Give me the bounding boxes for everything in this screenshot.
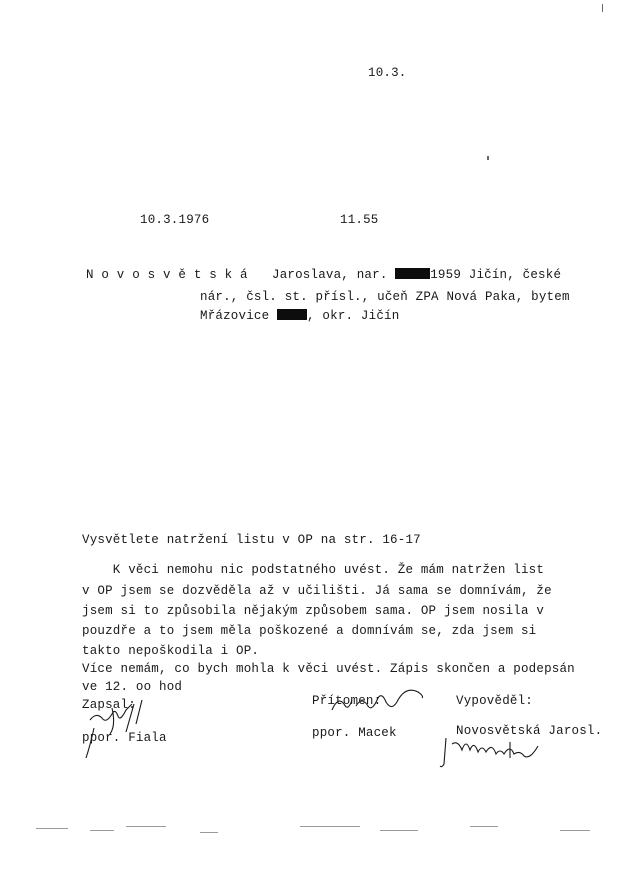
present-label: Přítomen:: [312, 694, 382, 708]
recorded-name: ppor. Fiala: [82, 731, 167, 745]
handwritten-signature-fiala: [84, 698, 164, 768]
record-date: 10.3.1976: [140, 213, 210, 227]
scan-mark: [470, 826, 498, 827]
person-line3-a: Mřázovice: [200, 309, 270, 323]
statement-line: pouzdře a to jsem měla poškozené a domnívám se, zda jsem si: [82, 624, 537, 638]
record-time: 11.55: [340, 213, 379, 227]
person-line3: [200, 309, 399, 323]
scan-mark: [200, 832, 218, 833]
person-line2: nár., čsl. st. přísl., učeň ZPA Nová Paka, bytem: [200, 290, 570, 304]
statement-line: Více nemám, co bych mohla k věci uvést. Zápis skončen a podepsán: [82, 662, 575, 676]
page-number: 10.3.: [368, 66, 407, 80]
redaction-bar: [395, 268, 430, 279]
person-surname: N o v o s v ě t s k á: [86, 268, 248, 282]
person-line3-b: , okr. Jičín: [307, 309, 400, 323]
scan-mark: [602, 4, 603, 12]
present-name: ppor. Macek: [312, 726, 397, 740]
person-line1-b: 1959 Jičín, české: [430, 268, 562, 282]
handwritten-signature-novosvetska: [440, 734, 560, 770]
statement-line: ve 12. oo hod: [82, 680, 183, 694]
handwritten-signature-macek: [326, 686, 436, 726]
statement-line: v OP jsem se dozvěděla až v učilišti. Já sama se domnívám, že: [82, 584, 552, 598]
statement-line: jsem si to způsobila nějakým způsobem sama. OP jsem nosila v: [82, 604, 545, 618]
person-line1: [272, 268, 561, 282]
scan-mark: [36, 828, 68, 829]
scan-mark: [560, 830, 590, 831]
statement-line: takto nepoškodila i OP.: [82, 644, 260, 658]
scan-mark: [126, 826, 166, 827]
statement-line: K věci nemohu nic podstatného uvést. Že mám natržen list: [82, 563, 545, 577]
testified-name: Novosvětská Jarosl.: [456, 724, 603, 738]
scan-mark: [300, 826, 360, 827]
question-text: Vysvětlete natržení listu v OP na str. 16-17: [82, 533, 421, 547]
scan-mark: [487, 156, 489, 160]
recorded-label: Zapsal:: [82, 698, 136, 712]
redaction-bar: [277, 309, 307, 320]
scan-mark: [90, 830, 114, 831]
testified-label: Vypověděl:: [456, 694, 534, 708]
scan-mark: [380, 830, 418, 831]
person-line1-a: Jaroslava, nar.: [272, 268, 388, 282]
